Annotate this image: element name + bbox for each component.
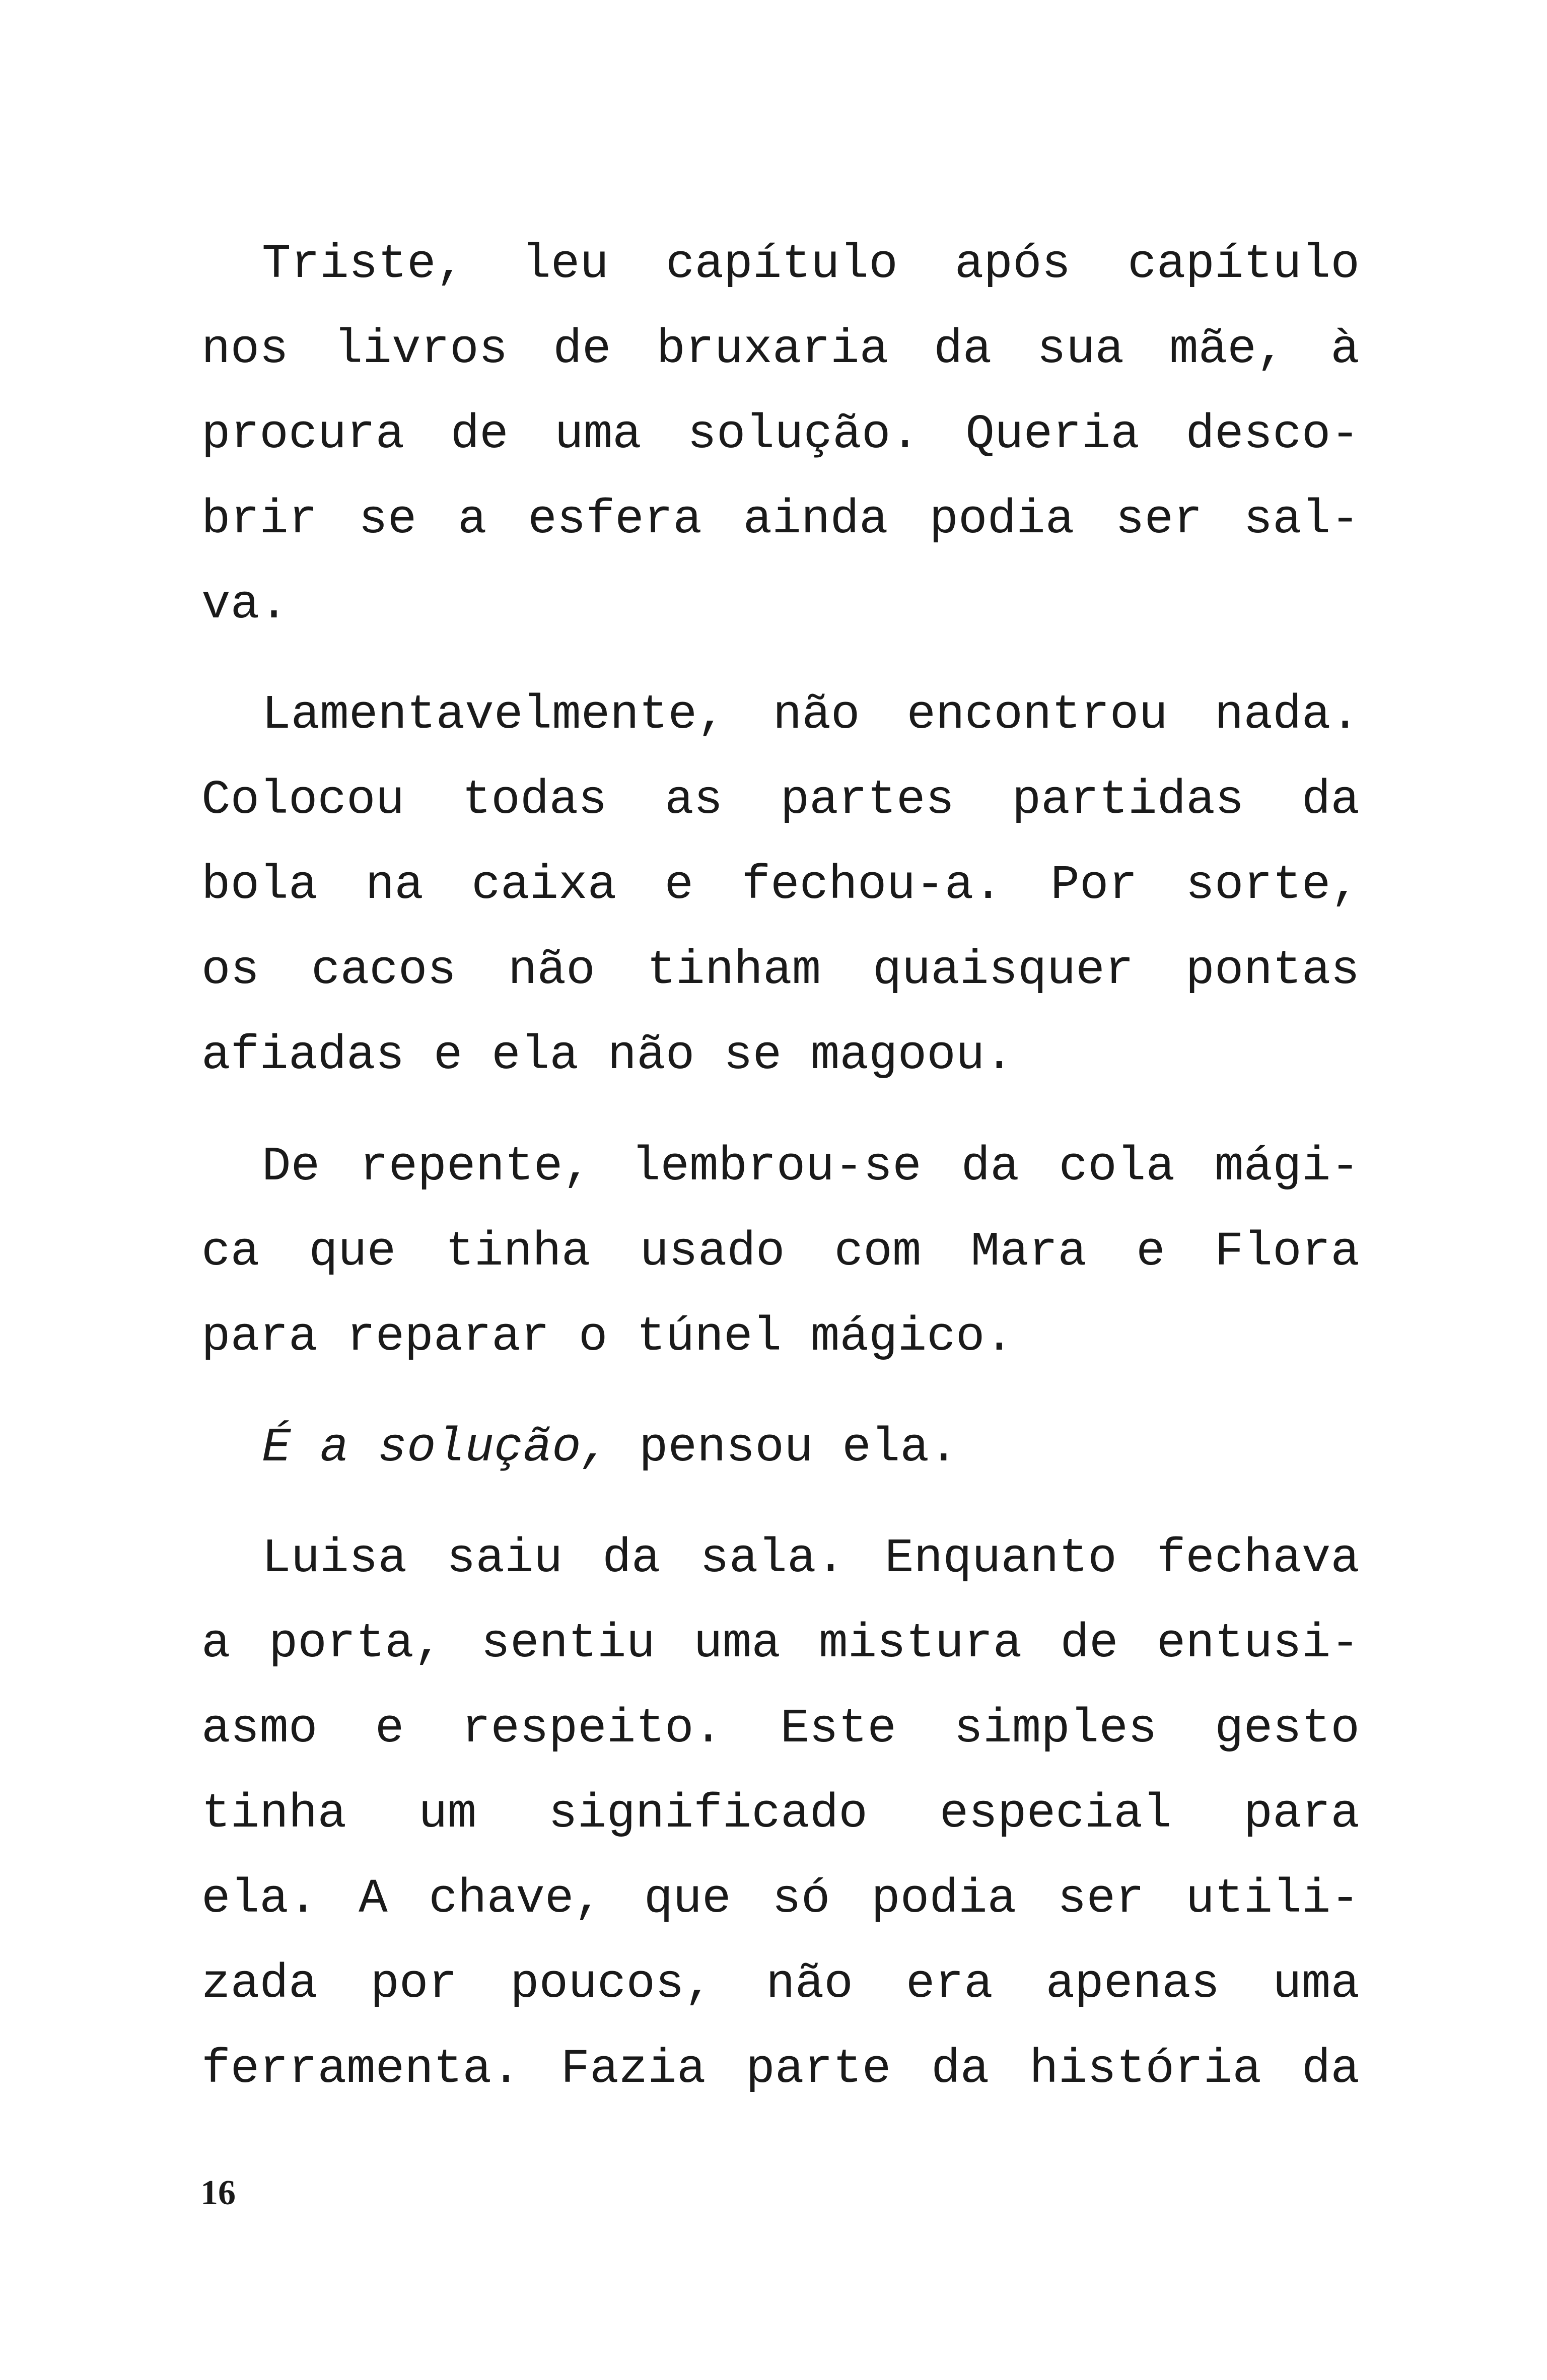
word: sorte, (1185, 858, 1360, 913)
word: zada (201, 1956, 318, 2011)
word: capítulo (665, 237, 898, 292)
word: ferramenta. (201, 2042, 521, 2096)
word: tinha (445, 1224, 591, 1279)
word: e (664, 858, 694, 913)
word: e (375, 1701, 404, 1756)
word: a (201, 1616, 231, 1671)
word: solução. (687, 407, 920, 462)
word: ca (201, 1224, 260, 1279)
word: entusi- (1156, 1616, 1360, 1671)
word: Colocou (201, 773, 405, 827)
word: pontas (1185, 943, 1360, 998)
word: caixa (471, 858, 617, 913)
word: nos (201, 322, 289, 377)
word: tinha (201, 1786, 347, 1841)
text-line (201, 940, 1360, 1001)
word: mãe, (1169, 322, 1286, 377)
page-number: 16 (200, 2174, 236, 2212)
text-line (262, 1528, 1360, 1589)
word: por (370, 1956, 458, 2011)
text-line: afiadas e ela não se magoou. (201, 1028, 1014, 1083)
word: encontrou (906, 687, 1168, 742)
word: significado (548, 1786, 868, 1841)
text-line (201, 404, 1360, 465)
word: após (954, 237, 1071, 292)
word: ser (1057, 1871, 1145, 1926)
word: Luisa (262, 1531, 407, 1586)
text-line: va. (201, 577, 289, 632)
thought-attribution: pensou ela. (610, 1420, 958, 1475)
word: só (772, 1871, 830, 1926)
word: Queria (965, 407, 1140, 462)
word: uma (693, 1616, 781, 1671)
word: fechou-a. (741, 858, 1003, 913)
word: bola (201, 858, 318, 913)
text-line (201, 1614, 1360, 1674)
word: Este (780, 1701, 896, 1756)
word: que (309, 1224, 396, 1279)
word: utili- (1185, 1871, 1360, 1926)
word: usado (640, 1224, 785, 1279)
text-line (201, 855, 1360, 916)
text-line (201, 1869, 1360, 1929)
word: mistura (819, 1616, 1022, 1671)
word: da (1301, 2042, 1360, 2096)
text-line (201, 1954, 1360, 2014)
word: não (508, 943, 595, 998)
word: Flora (1214, 1224, 1360, 1279)
word: da (602, 1531, 661, 1586)
word: não (772, 687, 860, 742)
word: Por (1050, 858, 1138, 913)
word: cacos (311, 943, 457, 998)
word: da (931, 2042, 990, 2096)
word: ainda (743, 492, 888, 547)
word: partes (780, 773, 955, 827)
word: gesto (1214, 1701, 1360, 1756)
text-line (201, 319, 1360, 380)
word: e (1136, 1224, 1165, 1279)
word: partidas (1012, 773, 1244, 827)
word: esfera (528, 492, 702, 547)
word: da (1301, 773, 1360, 827)
word: livros (333, 322, 508, 377)
word: Enquanto (885, 1531, 1117, 1586)
word: com (834, 1224, 922, 1279)
word: desco- (1185, 407, 1360, 462)
word: respeito. (461, 1701, 723, 1756)
word: repente, (360, 1139, 592, 1194)
word: para (1243, 1786, 1360, 1841)
word: apenas (1045, 1956, 1220, 2011)
word: na (365, 858, 424, 913)
word: sal- (1243, 492, 1360, 547)
word: A (359, 1871, 388, 1926)
word: um (418, 1786, 477, 1841)
word: da (934, 322, 992, 377)
word: sua (1037, 322, 1124, 377)
word: de (553, 322, 611, 377)
word: uma (1273, 1956, 1360, 2011)
word: sentiu (481, 1616, 656, 1671)
word: os (201, 943, 260, 998)
word: fechava (1156, 1531, 1360, 1586)
word: todas (462, 773, 607, 827)
text-line (201, 770, 1360, 830)
word: Mara (970, 1224, 1087, 1279)
word: não (766, 1956, 853, 2011)
word: Lamentavelmente, (262, 687, 726, 742)
word: a (458, 492, 487, 547)
text-line (201, 2039, 1360, 2099)
word: capítulo (1128, 237, 1360, 292)
text-line (262, 1418, 1360, 1478)
word: as (665, 773, 723, 827)
text-line (201, 489, 1360, 550)
word: parte (746, 2042, 891, 2096)
text-line (201, 1784, 1360, 1844)
word: quaisquer (873, 943, 1134, 998)
word: da (961, 1139, 1019, 1194)
word: simples (954, 1701, 1157, 1756)
word: Fazia (560, 2042, 706, 2096)
word: ela. (201, 1871, 318, 1926)
word: ser (1115, 492, 1203, 547)
word: porta, (268, 1616, 443, 1671)
text-line (201, 1699, 1360, 1759)
text-line: para reparar o túnel mágico. (201, 1309, 1014, 1364)
word: nada. (1214, 687, 1360, 742)
word: de (1060, 1616, 1118, 1671)
word: saiu (446, 1531, 563, 1586)
word: brir (201, 492, 318, 547)
word: cola (1059, 1139, 1175, 1194)
word: se (359, 492, 417, 547)
word: mági- (1214, 1139, 1360, 1194)
word: tinham (647, 943, 821, 998)
text-line (262, 685, 1360, 745)
word: podia (871, 1871, 1017, 1926)
word: asmo (201, 1701, 318, 1756)
word: chave, (429, 1871, 603, 1926)
word: podia (929, 492, 1075, 547)
word: poucos, (510, 1956, 714, 2011)
word: lembrou-se (631, 1139, 922, 1194)
word: De (262, 1139, 320, 1194)
word: de (450, 407, 509, 462)
word: era (905, 1956, 993, 2011)
word: procura (201, 407, 405, 462)
text-line (262, 1137, 1360, 1197)
word: história (1029, 2042, 1261, 2096)
italic-thought: É a solução, (262, 1420, 610, 1475)
word: que (644, 1871, 731, 1926)
text-line (262, 234, 1360, 295)
text-line (201, 1222, 1360, 1282)
word: sala. (700, 1531, 846, 1586)
word: leu (522, 237, 609, 292)
word: Triste, (262, 237, 465, 292)
word: bruxaria (656, 322, 889, 377)
word: uma (554, 407, 642, 462)
word: à (1330, 322, 1360, 377)
word: especial (939, 1786, 1172, 1841)
